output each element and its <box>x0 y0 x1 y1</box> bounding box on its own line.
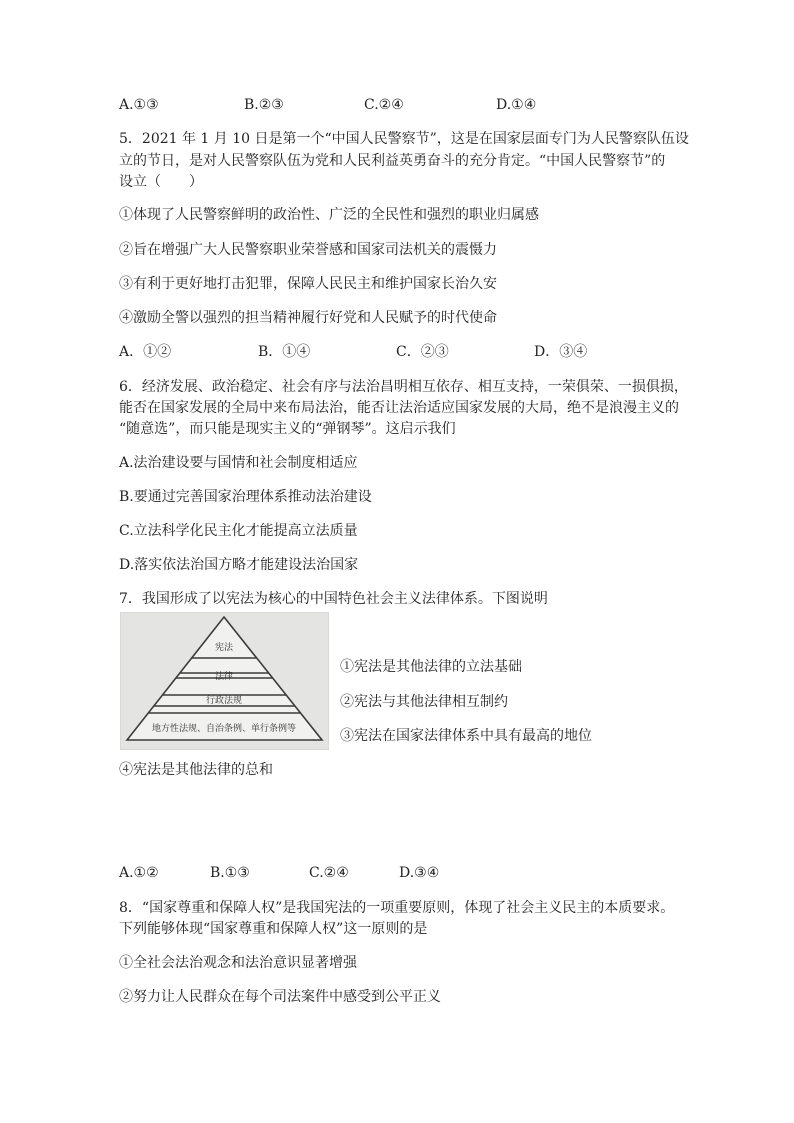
q6-stem-line-3: “随意选”，而只能是现实主义的“弹钢琴”。这启示我们 <box>119 421 456 437</box>
q7-stem: 7．我国形成了以宪法为核心的中国特色社会主义法律体系。下图说明 <box>119 591 548 607</box>
q5-stem-line-3: 设立（ ） <box>119 174 203 190</box>
q8-statement-1: ①全社会法治观念和法治意识显著增强 <box>119 955 357 971</box>
q7-option-b: B.①③ <box>210 865 250 881</box>
q8-stem-line-1: 8．“国家尊重和保障人权”是我国宪法的一项重要原则，体现了社会主义民主的本质要求。 <box>119 900 675 916</box>
q6-stem-line-2: 能否在国家发展的全局中来布局法治，能否让法治适应国家发展的大局，绝不是浪漫主义的 <box>119 400 679 416</box>
q5-option-b: B．①④ <box>258 344 311 360</box>
q5-statement-2: ②旨在增强广大人民警察职业荣誉感和国家司法机关的震慑力 <box>119 242 497 258</box>
q4-option-d: D.①④ <box>496 97 537 113</box>
q7-option-d: D.③④ <box>399 865 440 881</box>
q8-statement-2: ②努力让人民群众在每个司法案件中感受到公平正义 <box>119 989 441 1005</box>
q6-option-a: A.法治建设要与国情和社会制度相适应 <box>119 455 358 471</box>
q5-option-d: D．③④ <box>534 344 588 360</box>
pyramid-level-administrative-regulations: 行政法规 <box>205 696 243 706</box>
law-pyramid-diagram <box>121 613 328 749</box>
q7-statement-1: ①宪法是其他法律的立法基础 <box>340 659 522 675</box>
pyramid-level-law: 法律 <box>214 672 234 682</box>
q5-statement-1: ①体现了人民警察鲜明的政治性、广泛的全民性和强烈的职业归属感 <box>119 207 539 223</box>
q5-option-a: A．①② <box>119 344 172 360</box>
q7-option-c: C.②④ <box>309 865 349 881</box>
q5-stem-line-2: 立的节日，是对人民警察队伍为党和人民利益英勇奋斗的充分肯定。“中国人民警察节”的 <box>119 153 666 169</box>
q5-statement-4: ④激励全警以强烈的担当精神履行好党和人民赋予的时代使命 <box>119 310 497 326</box>
q5-option-c: C．②③ <box>396 344 449 360</box>
q4-option-b: B.②③ <box>244 97 284 113</box>
pyramid-level-local-regulations: 地方性法规、自治条例、单行条例等 <box>151 724 297 734</box>
q8-stem-line-2: 下列能够体现“国家尊重和保障人权”这一原则的是 <box>119 921 428 937</box>
pyramid-level-constitution: 宪法 <box>214 643 234 653</box>
law-pyramid-figure <box>120 612 329 750</box>
q6-option-b: B.要通过完善国家治理体系推动法治建设 <box>119 489 372 505</box>
q6-option-d: D.落实依法治国方略才能建设法治国家 <box>119 557 359 573</box>
q7-statement-4: ④宪法是其他法律的总和 <box>119 762 273 778</box>
q4-option-a: A.①③ <box>119 97 159 113</box>
q6-stem-line-1: 6．经济发展、政治稳定、社会有序与法治昌明相互依存、相互支持，一荣俱荣、一损俱损， <box>119 379 688 395</box>
q7-statement-2: ②宪法与其他法律相互制约 <box>340 694 508 710</box>
q7-statement-3: ③宪法在国家法律体系中具有最高的地位 <box>340 728 592 744</box>
q4-option-c: C.②④ <box>364 97 404 113</box>
q6-option-c: C.立法科学化民主化才能提高立法质量 <box>119 523 358 539</box>
q7-option-a: A.①② <box>119 865 159 881</box>
q5-stem-line-1: 5．2021 年 1 月 10 日是第一个“中国人民警察节”，这是在国家层面专门为人民警察队伍设 <box>119 131 689 147</box>
q5-statement-3: ③有利于更好地打击犯罪，保障人民民主和维护国家长治久安 <box>119 276 497 292</box>
